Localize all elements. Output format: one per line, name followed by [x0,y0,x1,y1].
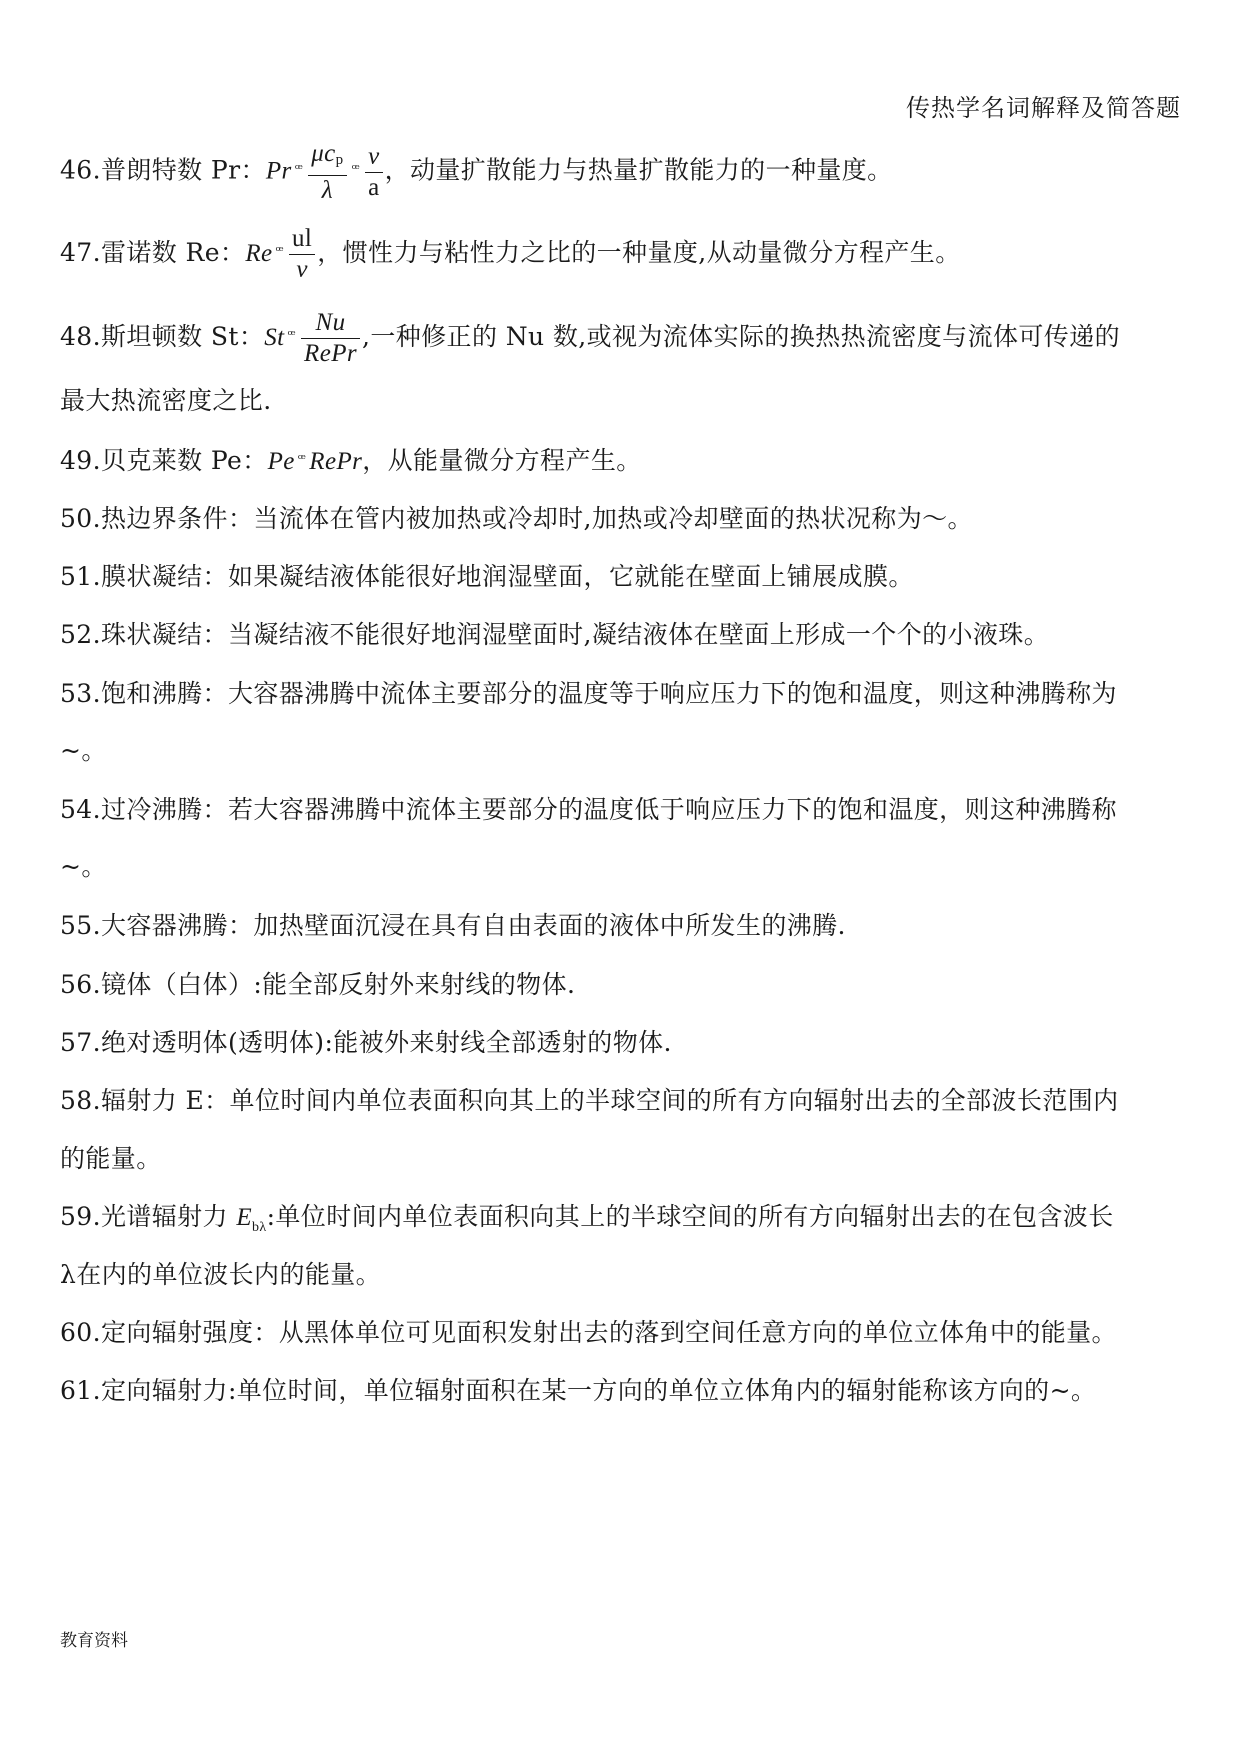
entry-53: 53.饱和沸腾：大容器沸腾中流体主要部分的温度等于响应压力下的饱和温度，则这种沸腾称为 [60,679,1117,708]
entry-57: 57.绝对透明体(透明体):能被外来射线全部透射的物体. [60,1028,672,1057]
entry-47-text: ，惯性力与粘性力之比的一种量度,从动量微分方程产生。 [317,238,961,267]
entry-48-text: ,一种修正的 Nu 数,或视为流体实际的换热热流密度与流体可传递的 [362,322,1120,351]
page-footer: 教育资料 [60,1631,128,1651]
entry-47: 47.雷诺数 Re：Re $^ꟹ$ $\frac{ul}{\nu}$ ，惯性力与粘性力之比的一种量度,从动量微分方程产生。 [60,225,961,283]
entry-49-rhs: RePr [309,448,363,475]
entry-46-label: 46.普朗特数 Pr： [60,155,266,185]
entry-49: 49.贝克莱数 Pe：Pe $^ꟹ$ RePr，从能量微分方程产生。 [60,446,642,475]
entry-46-fraction-1: $\frac{\mu c_p}{\lambda}$ [308,138,346,206]
page-header: 传热学名词解释及简答题 [906,94,1181,122]
entry-49-text: ，从能量微分方程产生。 [362,446,642,475]
entry-59-label: 59.光谱辐射力 [60,1202,237,1231]
entry-50: 50.热边界条件：当流体在管内被加热或冷却时,加热或冷却壁面的热状况称为～。 [60,504,973,533]
entry-54: 54.过冷沸腾：若大容器沸腾中流体主要部分的温度低于响应压力下的饱和温度，则这种沸腾称 [60,795,1117,824]
entry-59 [60,1200,1185,1245]
entry-46-fraction-2: $\frac{\nu}{a}$ [365,142,383,203]
entry-60: 60.定向辐射强度：从黑体单位可见面积发射出去的落到空间任意方向的单位立体角中的能量。 [60,1318,1117,1347]
entry-59-continuation: λ在内的单位波长内的能量。 [60,1260,382,1289]
entry-58-continuation: 的能量。 [60,1144,162,1173]
entry-46-op: ꟹ [294,161,304,177]
entry-55: 55.大容器沸腾：加热壁面沉浸在具有自由表面的液体中所发生的沸腾. [60,911,846,940]
entry-53-continuation: ~。 [60,736,107,765]
entry-48-continuation: 最大热流密度之比. [60,386,272,415]
entry-46-lhs: Pr [265,157,292,185]
entry-48-fraction: $\frac{Nu}{\text{RePr}}$ [301,308,360,369]
entry-46: 46.普朗特数 Pr：Pr $^ꟹ$ $\frac{\mu c_p}{\lambda}$ $^ꟹ$ $\frac{\nu}{a}$ ，动量扩散能力与热量扩散能力的一种量度。 [60,140,893,204]
entry-48: 48.斯坦顿数 St：St $^ꟹ$ $\frac{Nu}{\text{RePr}}$ ,一种修正的 Nu 数,或视为流体实际的换热热流密度与流体可传递的 [60,309,1120,367]
entry-47-label: 47.雷诺数 Re： [60,238,246,267]
entry-51: 51.膜状凝结：如果凝结液体能很好地润湿壁面，它就能在壁面上铺展成膜。 [60,562,914,591]
entry-52: 52.珠状凝结：当凝结液不能很好地润湿壁面时,凝结液体在壁面上形成一个个的小液珠。 [60,620,1050,649]
entry-59-symbol-sub: bλ [251,1220,267,1235]
entry-49-lhs: Pe [267,448,295,475]
entry-61: 61.定向辐射力:单位时间，单位辐射面积在某一方向的单位立体角内的辐射能称该方向的~。 [60,1376,1097,1405]
entry-59-symbol: E [236,1204,252,1231]
entry-48-lhs: St [264,324,285,351]
entry-48-label: 48.斯坦顿数 St： [60,322,265,351]
entry-54-continuation: ~。 [60,852,107,881]
entry-47-fraction: $\frac{ul}{\nu}$ [289,224,315,285]
entry-47-lhs: Re [245,240,273,267]
entry-49-label: 49.贝克莱数 Pe： [60,446,268,475]
entry-58: 58.辐射力 E：单位时间内单位表面积向其上的半球空间的所有方向辐射出去的全部波长范围内 [60,1086,1119,1115]
entry-56: 56.镜体（白体）:能全部反射外来射线的物体. [60,970,576,999]
entry-46-text: ，动量扩散能力与热量扩散能力的一种量度。 [384,155,893,185]
entry-59-text: :单位时间内单位表面积向其上的半球空间的所有方向辐射出去的在包含波长 [266,1202,1114,1231]
